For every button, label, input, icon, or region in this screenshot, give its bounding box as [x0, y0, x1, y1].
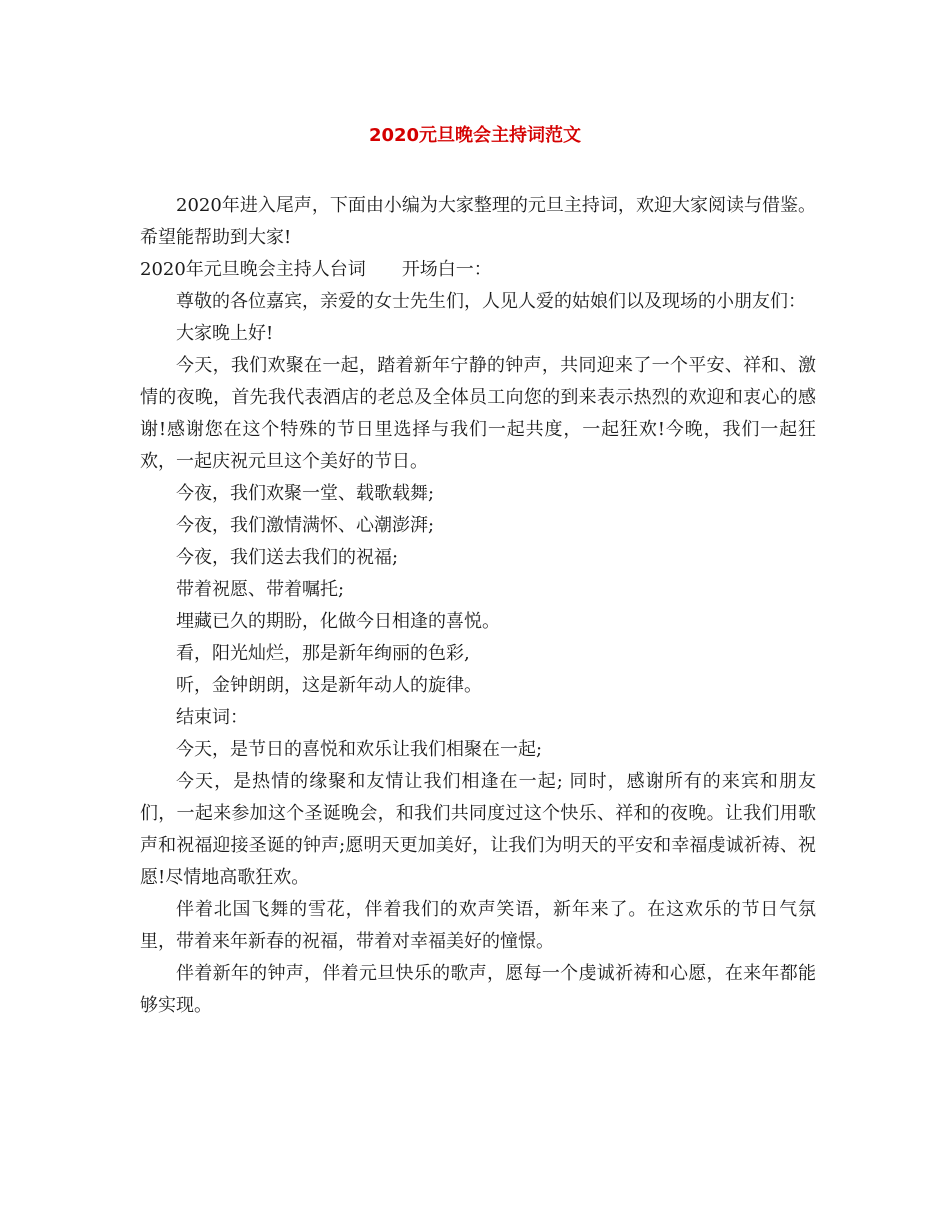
paragraph: 大家晚上好! — [176, 323, 274, 344]
paragraph: 伴着新年的钟声，伴着元旦快乐的歌声，愿每一个虔诚祈祷和心愿，在来年都能够实现。 — [140, 963, 816, 1016]
paragraph: 尊敬的各位嘉宾，亲爱的女士先生们，人见人爱的姑娘们以及现场的小朋友们： — [176, 291, 806, 312]
paragraph: 埋藏已久的期盼，化做今日相逢的喜悦。 — [176, 611, 500, 632]
intro-paragraph: 2020年进入尾声，下面由小编为大家整理的元旦主持词，欢迎大家阅读与借鉴。希望能帮助到大家! — [140, 195, 816, 248]
paragraph: 今夜，我们欢聚一堂、载歌载舞; — [176, 483, 435, 504]
paragraph: 今天，是热情的缘聚和友情让我们相逢在一起; 同时，感谢所有的来宾和朋友们，一起来参加这个圣诞晚会，和我们共同度过这个快乐、祥和的夜晚。让我们用歌声和祝福迎接圣诞的钟声;愿明天更加美好，让我们为明天的平安和幸福虔诚祈祷、祝愿!尽情地高歌狂欢。 — [140, 771, 816, 888]
paragraph: 伴着北国飞舞的雪花，伴着我们的欢声笑语，新年来了。在这欢乐的节日气氛里，带着来年新春的祝福，带着对幸福美好的憧憬。 — [140, 899, 816, 952]
section-heading: 2020年元旦晚会主持人台词 — [140, 259, 366, 280]
paragraph: 看，阳光灿烂，那是新年绚丽的色彩, — [176, 643, 470, 664]
paragraph: 今天，是节日的喜悦和欢乐让我们相聚在一起; — [176, 739, 543, 760]
paragraph: 听，金钟朗朗，这是新年动人的旋律。 — [176, 675, 482, 696]
document-title: 2020元旦晚会主持词范文 — [368, 125, 582, 146]
document-body — [140, 190, 816, 1022]
paragraph: 今夜，我们送去我们的祝福; — [176, 547, 399, 568]
section-heading-line — [140, 254, 816, 286]
paragraph: 今夜，我们激情满怀、心潮澎湃; — [176, 515, 435, 536]
section-subheading: 开场白一： — [401, 259, 492, 280]
paragraph: 结束词： — [176, 707, 248, 728]
paragraph: 今天，我们欢聚在一起，踏着新年宁静的钟声，共同迎来了一个平安、祥和、激情的夜晚，首先我代表酒店的老总及全体员工向您的到来表示热烈的欢迎和衷心的感谢!感谢您在这个特殊的节日里选择与我们一起共度，一起狂欢!今晚，我们一起狂欢，一起庆祝元旦这个美好的节日。 — [140, 355, 816, 472]
paragraph: 带着祝愿、带着嘱托; — [176, 579, 345, 600]
